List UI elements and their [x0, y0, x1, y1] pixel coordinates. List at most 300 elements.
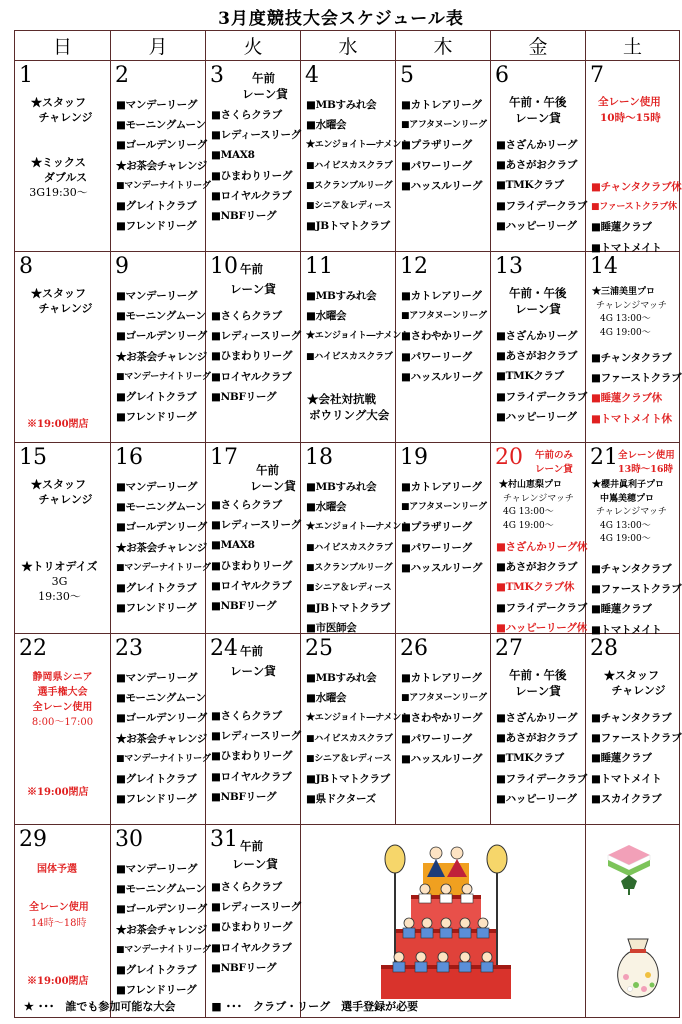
schedule-entry: ■フレンドリーグ	[116, 220, 197, 233]
entries	[591, 559, 682, 640]
schedule-entry: ■水曜会	[306, 310, 347, 323]
schedule-entry: ■フライデークラブ	[496, 390, 587, 403]
schedule-entry: ★エンジョイト―ナメント	[306, 331, 410, 342]
schedule-entry: ■チャンタクラブ休	[591, 181, 682, 193]
schedule-entry: ■マンデーリーグ	[116, 290, 198, 302]
schedule-entry: ■マンデーナイトリーグ	[116, 753, 211, 764]
schedule-entry: ■アフタヌーンリーグ	[401, 311, 487, 322]
note-line: ★ミックス	[31, 156, 86, 169]
day-number: 30	[115, 827, 143, 852]
day-number: 10	[210, 254, 238, 279]
day-number: 8	[19, 254, 33, 279]
day-cell-23	[111, 634, 211, 825]
schedule-entry: ■グレイトクラブ	[116, 391, 197, 404]
schedule-entry: ■あさがおクラブ	[496, 732, 578, 745]
schedule-entry: ■ハッピーリーグ	[496, 410, 577, 423]
note-line: レーン貸	[230, 664, 276, 678]
note-line: 3G19:30～	[29, 186, 88, 199]
note-line: 選手権大会	[37, 687, 88, 698]
staff-challenge	[584, 668, 679, 698]
page-title: 3月度競技大会スケジュール表	[218, 9, 464, 29]
day-cell-21	[586, 443, 680, 634]
day-number: 18	[305, 445, 333, 470]
schedule-entry: ■NBFリーグ	[211, 390, 277, 403]
schedule-entry: ■トマトメイト	[591, 241, 662, 254]
day-cell-9	[111, 252, 211, 443]
week-row	[15, 443, 680, 634]
schedule-entry: ■MBすみれ会	[306, 481, 377, 493]
day-cell-5	[396, 61, 491, 252]
staff-challenge	[7, 286, 110, 316]
entries	[591, 708, 682, 809]
square-symbol: ■	[211, 1000, 222, 1013]
schedule-entry: ■モーニングムーン	[116, 883, 206, 896]
schedule-entry: ■あさがおクラブ	[496, 159, 578, 172]
schedule-entry: ■さわやかリーグ	[401, 712, 483, 725]
day-number: 9	[115, 254, 129, 279]
day-number: 24	[210, 636, 238, 661]
day-cell-7	[586, 61, 680, 252]
schedule-entry: ■ファーストクラブ	[591, 583, 682, 596]
schedule-entry: ■さわやかリーグ	[401, 330, 483, 343]
day-number: 2	[115, 63, 129, 88]
day-number: 4	[305, 63, 319, 88]
schedule-entry: ■睡蓮クラブ休	[591, 392, 662, 405]
schedule-entry: ■TMKクラブ休	[496, 581, 575, 594]
mixed-doubles	[7, 155, 110, 200]
schedule-entry: ■シニア＆レディース	[306, 753, 392, 764]
note-line: 4G 13:00～	[600, 314, 651, 324]
schedule-entry: ■レディースリーグ	[211, 129, 301, 142]
schedule-entry: ■JBトマトクラブ	[306, 220, 390, 233]
day-cell-29	[15, 825, 111, 1018]
note-line: 4G 19:00～	[503, 520, 554, 531]
day-number: 22	[19, 636, 47, 661]
closing-note: ※19:00閉店	[27, 787, 89, 798]
note-line: レーン貸	[250, 479, 296, 493]
note-line: ★スタッフ	[31, 96, 86, 109]
illustration-cell	[301, 825, 586, 1018]
schedule-entry: ■モーニングムーン	[116, 310, 206, 323]
day-cell-15	[15, 443, 111, 634]
schedule-entry: ■パワーリーグ	[401, 159, 472, 172]
schedule-entry: ■フレンドリーグ	[116, 984, 197, 997]
note-line: レーン貸	[230, 282, 276, 296]
header-sat: 土	[586, 31, 680, 61]
day-cell-10	[206, 252, 301, 443]
note-line: ダブルス	[43, 171, 88, 184]
day-cell-1	[15, 61, 111, 252]
entries	[116, 859, 211, 1000]
schedule-entry: ■ハッピーリーグ休	[496, 621, 587, 634]
header-mon: 月	[111, 31, 206, 61]
entries	[306, 286, 410, 367]
schedule-entry: ■プラザリーグ	[401, 521, 472, 534]
schedule-entry: ■水曜会	[306, 119, 347, 132]
header-wed: 水	[301, 31, 396, 61]
schedule-entry: ■ひまわりリーグ	[211, 169, 293, 182]
day-number: 28	[590, 636, 618, 661]
schedule-entry: ■あさがおクラブ	[496, 561, 578, 574]
entries	[116, 95, 211, 236]
entries	[211, 105, 300, 226]
note-line: 全レーン使用	[29, 902, 89, 913]
challenge-match	[499, 479, 574, 533]
schedule-entry: ■カトレアリーグ	[401, 481, 482, 493]
schedule-entry: ■アフタヌーンリーグ	[401, 502, 487, 513]
schedule-entry: ■ハッピーリーグ	[496, 219, 577, 232]
schedule-entry: ■カトレアリーグ	[401, 672, 482, 684]
schedule-entry: ■MAX8	[211, 149, 255, 162]
entries	[211, 877, 300, 978]
day-cell-4	[301, 61, 410, 252]
note-line: レーン貸	[232, 857, 278, 871]
schedule-entry: ■MAX8	[211, 539, 255, 552]
day-cell-22	[15, 634, 111, 825]
schedule-entry: ■フライデークラブ	[496, 601, 587, 614]
schedule-entry: ■マンデーリーグ	[116, 863, 198, 875]
schedule-entry: ■ハッスルリーグ	[401, 179, 483, 192]
entries	[591, 348, 682, 429]
note-line: レーン貸	[515, 111, 561, 125]
schedule-entry: ■NBFリーグ	[211, 790, 277, 803]
schedule-entry: ■ひまわりリーグ	[211, 350, 293, 363]
schedule-entry: ■JBトマトクラブ	[306, 773, 390, 786]
day-number: 23	[115, 636, 143, 661]
schedule-entry: ■モーニングムーン	[116, 501, 206, 514]
schedule-entry: ■さくらクラブ	[211, 499, 282, 511]
schedule-entry: ■マンデーナイトリーグ	[116, 944, 211, 955]
schedule-entry: ■チャンタクラブ	[591, 712, 672, 724]
note-line: レーン貸	[242, 87, 288, 101]
schedule-entry: ■プラザリーグ	[401, 139, 472, 152]
note-line: 4G 19:00～	[600, 327, 651, 338]
week-row	[15, 634, 680, 825]
schedule-entry: ■レディースリーグ	[211, 519, 301, 532]
schedule-entry: ■TMKクラブ	[496, 752, 564, 765]
schedule-entry: ■レディースリーグ	[211, 730, 301, 743]
schedule-entry: ■TMKクラブ	[496, 179, 564, 192]
day-number: 19	[400, 445, 428, 470]
note-line: 4G 13:00～	[600, 520, 651, 531]
schedule-entry: ■フライデークラブ	[496, 772, 587, 785]
day-cell-18	[301, 443, 410, 635]
day-number: 14	[590, 254, 618, 279]
day-number: 7	[590, 63, 604, 88]
entries	[306, 668, 410, 809]
week-row	[15, 825, 680, 1018]
schedule-entry: ■ハッスルリーグ	[401, 370, 483, 383]
decoration-cell	[586, 825, 680, 1018]
schedule-entry: ■あさがおクラブ	[496, 350, 578, 363]
note-line: 10時～15時	[600, 112, 661, 124]
note-line: 4G 19:00～	[600, 534, 651, 544]
note-line: チャレンジ	[38, 493, 93, 506]
schedule-entry: ■NBFリーグ	[211, 961, 277, 974]
day-number: 16	[115, 445, 143, 470]
note-line: ★村山恵梨プロ	[499, 480, 563, 490]
day-number: 29	[19, 827, 47, 852]
header-tue: 火	[206, 31, 301, 61]
schedule-entry: ■ゴールデンリーグ	[116, 903, 207, 916]
note-line: 13時～16時	[618, 464, 673, 475]
schedule-entry: ■ファーストクラブ休	[591, 202, 677, 213]
schedule-entry: ■アフタヌーンリーグ	[401, 693, 487, 704]
schedule-entry: ■さざんかリーグ	[496, 330, 578, 342]
note-line: 14時～18時	[31, 918, 87, 929]
schedule-entry: ■ハイビスカスクラブ	[306, 160, 393, 171]
note-line: 午前	[256, 463, 279, 477]
note-line: レーン貸	[515, 684, 561, 698]
weekday-header-row	[15, 31, 680, 61]
schedule-entry: ■ロイヤルクラブ	[211, 770, 292, 783]
day-cell-20	[491, 443, 586, 634]
note-line: チャレンジ	[611, 684, 666, 697]
schedule-entry: ★お茶会チャレンジ	[116, 541, 207, 554]
schedule-entry: ■スカイクラブ	[591, 792, 662, 805]
note-line: 3G	[51, 575, 68, 588]
schedule-entry: ■チャンタクラブ	[591, 352, 672, 364]
schedule-entry: ■フレンドリーグ	[116, 411, 197, 424]
note-line: 4G 13:00～	[503, 507, 554, 517]
schedule-entry: ■ひまわりリーグ	[211, 750, 293, 763]
day-number: 6	[495, 63, 509, 88]
note-line: 全レーン使用	[598, 96, 661, 108]
schedule-entry: ■ひまわりリーグ	[211, 921, 293, 934]
schedule-entry: ■パワーリーグ	[401, 350, 472, 363]
entries	[211, 306, 300, 407]
schedule-entry: ■さざんかリーグ	[496, 139, 578, 151]
entries	[306, 477, 410, 639]
schedule-entry: ★お茶会チャレンジ	[116, 159, 207, 172]
note-line: 午前	[240, 839, 263, 853]
day-number: 3	[210, 63, 224, 88]
schedule-entry: ■ロイヤルクラブ	[211, 189, 292, 202]
note-line: レーン貸	[535, 464, 573, 475]
schedule-entry: ■マンデーナイトリーグ	[116, 180, 211, 191]
schedule-entry: ■睡蓮クラブ	[591, 752, 652, 765]
schedule-entry: ★エンジョイト―ナメント	[306, 522, 410, 533]
schedule-entry: ■ロイヤルクラブ	[211, 579, 292, 592]
note-line: 午前・午後	[509, 95, 567, 109]
note-line: ★会社対抗戦	[307, 392, 376, 406]
week-row	[15, 252, 680, 443]
note-line: 全レーン使用	[618, 450, 675, 461]
schedule-entry: ■レディースリーグ	[211, 901, 301, 914]
schedule-entry: ■NBFリーグ	[211, 600, 277, 613]
hishimochi-icon	[604, 841, 654, 897]
schedule-entry: ■シニア＆レディース	[306, 201, 392, 212]
note-line: 午前	[240, 644, 263, 658]
staff-challenge	[7, 477, 110, 507]
day-cell-19	[396, 443, 491, 634]
day-cell-26	[396, 634, 491, 825]
note-line: 静岡県シニア	[32, 672, 93, 683]
schedule-entry: ■ハッスルリーグ	[401, 752, 483, 765]
schedule-entry: ■さくらクラブ	[211, 310, 282, 322]
hina-arare-bag-icon	[608, 929, 668, 1001]
schedule-entry: ■ファーストクラブ	[591, 372, 682, 385]
schedule-entry: ■モーニングムーン	[116, 119, 206, 132]
schedule-entry: ■グレイトクラブ	[116, 964, 197, 977]
schedule-entry: ■カトレアリーグ	[401, 290, 482, 302]
day-number: 20	[495, 445, 523, 470]
schedule-entry: ■水曜会	[306, 692, 347, 705]
entries	[401, 95, 490, 196]
note-line: ボウリング大会	[309, 408, 390, 422]
schedule-entry: ★エンジョイト―ナメント	[306, 140, 410, 151]
day-cell-3	[206, 61, 301, 252]
day-number: 13	[495, 254, 523, 279]
entries	[116, 286, 211, 427]
week-row	[15, 61, 680, 252]
entries	[211, 495, 300, 616]
schedule-entry: ■マンデーリーグ	[116, 672, 198, 684]
schedule-entry: ■ハイビスカスクラブ	[306, 351, 393, 362]
note-line: チャレンジマッチ	[596, 300, 667, 311]
schedule-entry: ■パワーリーグ	[401, 541, 472, 554]
schedule-entry: ■グレイトクラブ	[116, 773, 197, 786]
schedule-entry: ■マンデーリーグ	[116, 481, 198, 493]
note-line: ★トリオデイズ	[21, 560, 98, 573]
schedule-entry: ■ロイヤルクラブ	[211, 370, 292, 383]
star-symbol: ★	[24, 1000, 34, 1013]
entries	[496, 135, 585, 236]
star-legend-text: ･･･ 誰でも参加可能な大会	[37, 1000, 176, 1013]
note-line: チャレンジマッチ	[596, 507, 667, 517]
schedule-entry: ■グレイトクラブ	[116, 200, 197, 213]
note-line: 午前のみ	[535, 450, 574, 461]
day-number: 11	[305, 254, 333, 279]
schedule-entry: ■グレイトクラブ	[116, 582, 197, 595]
schedule-entry: ■ファーストクラブ	[591, 732, 682, 745]
day-number: 25	[305, 636, 333, 661]
note-line: ★スタッフ	[604, 669, 659, 682]
schedule-entry: ■スクランブルリーグ	[306, 562, 393, 573]
schedule-entry: ■トマトメイト	[591, 623, 662, 636]
schedule-entry: ■MBすみれ会	[306, 290, 377, 302]
note-line: 午前・午後	[509, 286, 567, 300]
note-line: 中嶌美穂プロ	[600, 493, 655, 504]
entries	[496, 326, 585, 427]
schedule-entry: ■チャンタクラブ	[591, 563, 672, 575]
schedule-entry: ■レディースリーグ	[211, 330, 301, 343]
entries	[306, 95, 410, 236]
schedule-entry: ■MBすみれ会	[306, 672, 377, 684]
schedule-entry: ■睡蓮クラブ	[591, 603, 652, 616]
note-line: レーン貸	[515, 302, 561, 316]
entries	[496, 537, 588, 638]
schedule-entry: ★お茶会チャレンジ	[116, 732, 207, 745]
staff-challenge	[7, 95, 110, 125]
schedule-entry: ■県ドクターズ	[306, 793, 376, 806]
entries	[401, 668, 490, 769]
schedule-entry: ■フライデークラブ	[496, 199, 587, 212]
note-line: ★三浦美里プロ	[592, 287, 656, 297]
note-line: チャレンジ	[38, 302, 93, 315]
challenge-match	[592, 286, 667, 340]
entries	[211, 706, 300, 807]
schedule-entry: ■マンデーナイトリーグ	[116, 562, 211, 573]
schedule-entry: ★エンジョイト―ナメント	[306, 713, 410, 724]
legend	[24, 998, 422, 1014]
entries	[116, 668, 211, 809]
entries	[116, 477, 211, 618]
note-line: 19:30～	[38, 590, 81, 603]
schedule-entry: ■さざんかリーグ	[496, 712, 578, 724]
schedule-entry: ■水曜会	[306, 501, 347, 514]
entries	[401, 286, 490, 387]
schedule-entry: ■MBすみれ会	[306, 99, 377, 111]
entries	[401, 477, 490, 578]
day-cell-2	[111, 61, 211, 252]
schedule-entry: ■フレンドリーグ	[116, 793, 197, 806]
entries	[591, 177, 682, 258]
schedule-entry: ■トマトメイト	[591, 772, 662, 785]
schedule-entry: ■ハッスルリーグ	[401, 561, 483, 574]
day-number: 21	[590, 445, 618, 470]
day-number: 12	[400, 254, 428, 279]
schedule-entry: ■ゴールデンリーグ	[116, 521, 207, 534]
schedule-entry: ■カトレアリーグ	[401, 99, 482, 111]
header-fri: 金	[491, 31, 586, 61]
day-cell-8	[15, 252, 111, 443]
schedule-entry: ■ハッピーリーグ	[496, 792, 577, 805]
header-sun: 日	[15, 31, 111, 61]
schedule-entry: ■ゴールデンリーグ	[116, 139, 207, 152]
schedule-entry: ■アフタヌーンリーグ	[401, 120, 487, 131]
schedule-entry: ■パワーリーグ	[401, 732, 472, 745]
note-line: チャレンジマッチ	[503, 493, 574, 504]
schedule-entry: ★お茶会チャレンジ	[116, 923, 207, 936]
note-line: ★スタッフ	[31, 478, 86, 491]
day-number: 5	[400, 63, 414, 88]
schedule-entry: ■マンデーナイトリーグ	[116, 371, 211, 382]
closing-note: ※19:00閉店	[27, 419, 89, 430]
note-line: 8:00～17:00	[31, 717, 94, 728]
schedule-entry: ■ロイヤルクラブ	[211, 941, 292, 954]
note-line: 午前・午後	[509, 668, 567, 682]
schedule-entry: ■モーニングムーン	[116, 692, 206, 705]
schedule-entry: ■TMKクラブ	[496, 370, 564, 383]
note-line: 午前	[252, 71, 275, 85]
note-line: ★スタッフ	[31, 287, 86, 300]
schedule-entry: ■さくらクラブ	[211, 109, 282, 121]
schedule-entry: ■さざんかリーグ休	[496, 541, 588, 553]
schedule-entry: ■NBFリーグ	[211, 210, 277, 223]
day-cell-13	[491, 252, 586, 443]
day-number: 15	[19, 445, 47, 470]
schedule-entry: ■ゴールデンリーグ	[116, 330, 207, 343]
day-cell-6	[491, 61, 586, 252]
trio-days	[9, 559, 110, 604]
entries	[496, 708, 585, 809]
schedule-entry: ■さくらクラブ	[211, 881, 282, 893]
day-number: 31	[210, 827, 238, 852]
schedule-entry: ■スクランブルリーグ	[306, 180, 393, 191]
schedule-entry: ■ハイビスカスクラブ	[306, 542, 393, 553]
schedule-entry: ■市医師会	[306, 622, 357, 635]
schedule-entry: ★お茶会チャレンジ	[116, 350, 207, 363]
day-cell-16	[111, 443, 211, 634]
schedule-entry: ■ひまわりリーグ	[211, 559, 293, 572]
note-line: 午前	[240, 262, 263, 276]
day-cell-27	[491, 634, 586, 825]
day-number: 1	[19, 63, 33, 88]
note-line: 全レーン使用	[32, 702, 93, 713]
hina-doll-illustration	[361, 837, 531, 1007]
senior-championship	[15, 670, 110, 730]
